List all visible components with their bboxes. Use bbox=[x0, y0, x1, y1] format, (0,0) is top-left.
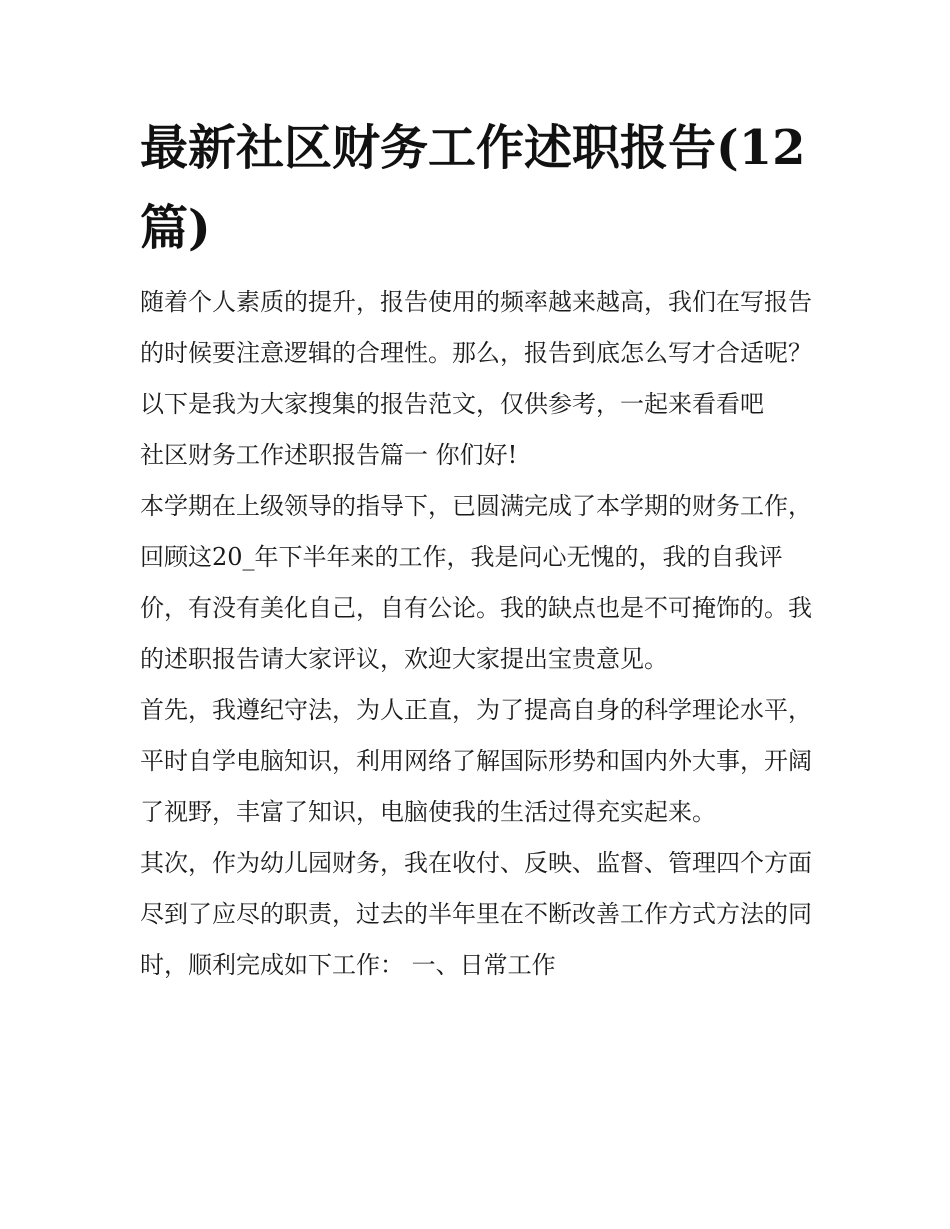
document-title: 最新社区财务工作述职报告(12篇) bbox=[140, 120, 806, 256]
body-paragraph: 本学期在上级领导的指导下，已圆满完成了本学期的财务工作，回顾这20_年下半年来的工作，我是问心无愧的，我的自我评价，有没有美化自己，自有公论。我的缺点也是不可掩饰的。我的述职报告请大家评议，欢迎大家提出宝贵意见。 bbox=[140, 492, 812, 673]
body-paragraph: 其次，作为幼儿园财务，我在收付、反映、监督、管理四个方面尽到了应尽的职责，过去的半年里在不断改善工作方式方法的同时，顺利完成如下工作： 一、日常工作 bbox=[140, 849, 812, 979]
intro-paragraph: 随着个人素质的提升，报告使用的频率越来越高，我们在写报告的时候要注意逻辑的合理性。那么，报告到底怎么写才合适呢？以下是我为大家搜集的报告范文，仅供参考，一起来看看吧 bbox=[140, 288, 812, 418]
body-paragraph: 首先，我遵纪守法，为人正直，为了提高自身的科学理论水平，平时自学电脑知识，利用网络了解国际形势和国内外大事，开阔了视野，丰富了知识，电脑使我的生活过得充实起来。 bbox=[140, 696, 812, 826]
section-heading-paragraph: 社区财务工作述职报告篇一 你们好! bbox=[140, 441, 518, 469]
document-body bbox=[140, 277, 820, 991]
